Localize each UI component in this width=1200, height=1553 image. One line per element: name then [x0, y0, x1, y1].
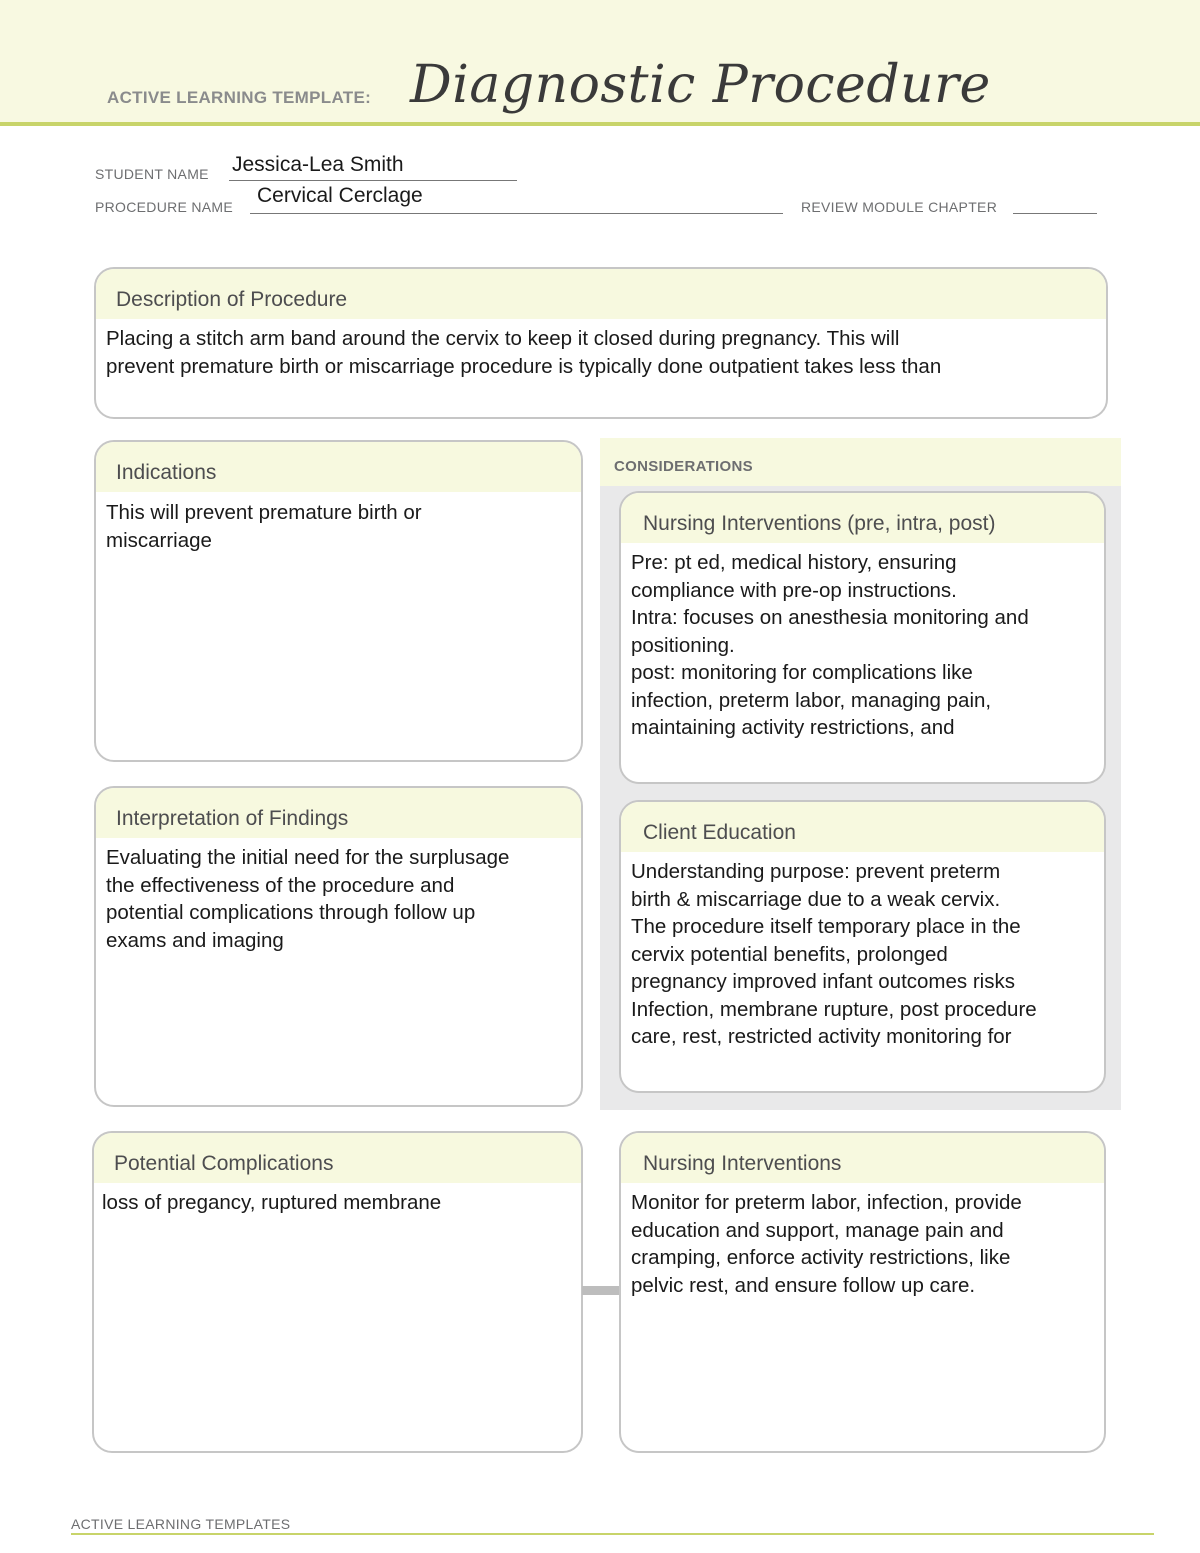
interpretation-text[interactable]: Evaluating the initial need for the surplusage the effectiveness of the procedure and potential complications through follow up exams and imaging — [106, 846, 510, 952]
footer-rule — [71, 1533, 1154, 1535]
procedure-name-field[interactable]: Cervical Cerclage — [257, 184, 423, 207]
considerations-label: CONSIDERATIONS — [614, 458, 753, 475]
nursing-pre-intra-post-text[interactable]: Pre: pt ed, medical history, ensuring compliance with pre-op instructions. Intra: focuses on anesthesia monitoring and positioning. post: monitoring for complications like infection, preterm labor, managing pain, maintaining activity restrictions, and — [631, 551, 1029, 739]
complications-box — [92, 1131, 583, 1453]
template-title: Diagnostic Procedure — [410, 55, 991, 115]
description-text[interactable]: Placing a stitch arm band around the cervix to keep it closed during pregnancy. This will prevent premature birth or miscarriage procedure is typically done outpatient takes less than — [106, 327, 942, 378]
interpretation-box — [94, 786, 583, 1107]
footer-label: ACTIVE LEARNING TEMPLATES — [71, 1516, 291, 1532]
client-education-box — [619, 800, 1106, 1093]
nursing-pre-intra-post-box — [619, 491, 1106, 784]
procedure-name-line — [250, 213, 783, 214]
review-module-label: REVIEW MODULE CHAPTER — [801, 199, 998, 215]
indications-box — [94, 440, 583, 762]
indications-heading: Indications — [96, 442, 581, 492]
client-education-text[interactable]: Understanding purpose: prevent preterm birth & miscarriage due to a weak cervix. The procedure itself temporary place in the cervix potential benefits, prolonged pregnancy improved infant outcomes risks Infection, membrane rupture, post procedure care, rest, restricted activity monitoring for — [631, 860, 1037, 1048]
nursing-interventions-heading: Nursing Interventions — [621, 1133, 1104, 1183]
description-heading: Description of Procedure — [96, 269, 1106, 319]
box-connector — [582, 1286, 620, 1295]
student-name-field[interactable]: Jessica-Lea Smith — [232, 153, 404, 176]
client-education-heading: Client Education — [621, 802, 1104, 852]
review-module-field[interactable] — [1013, 213, 1097, 214]
template-label: ACTIVE LEARNING TEMPLATE: — [107, 88, 372, 107]
complications-text[interactable]: loss of pregancy, ruptured membrane — [102, 1191, 442, 1214]
nursing-pre-intra-post-heading: Nursing Interventions (pre, intra, post) — [621, 493, 1104, 543]
indications-text[interactable]: This will prevent premature birth or miscarriage — [106, 501, 422, 552]
header-rule — [0, 122, 1200, 126]
interpretation-heading: Interpretation of Findings — [96, 788, 581, 838]
student-name-label: STUDENT NAME — [95, 166, 209, 182]
procedure-name-label: PROCEDURE NAME — [95, 199, 233, 215]
description-box — [94, 267, 1108, 419]
complications-heading: Potential Complications — [94, 1133, 581, 1183]
student-name-line — [229, 180, 517, 181]
nursing-interventions-box — [619, 1131, 1106, 1453]
nursing-interventions-text[interactable]: Monitor for preterm labor, infection, provide education and support, manage pain and cramping, enforce activity restrictions, like pelvic rest, and ensure follow up care. — [631, 1191, 1022, 1297]
